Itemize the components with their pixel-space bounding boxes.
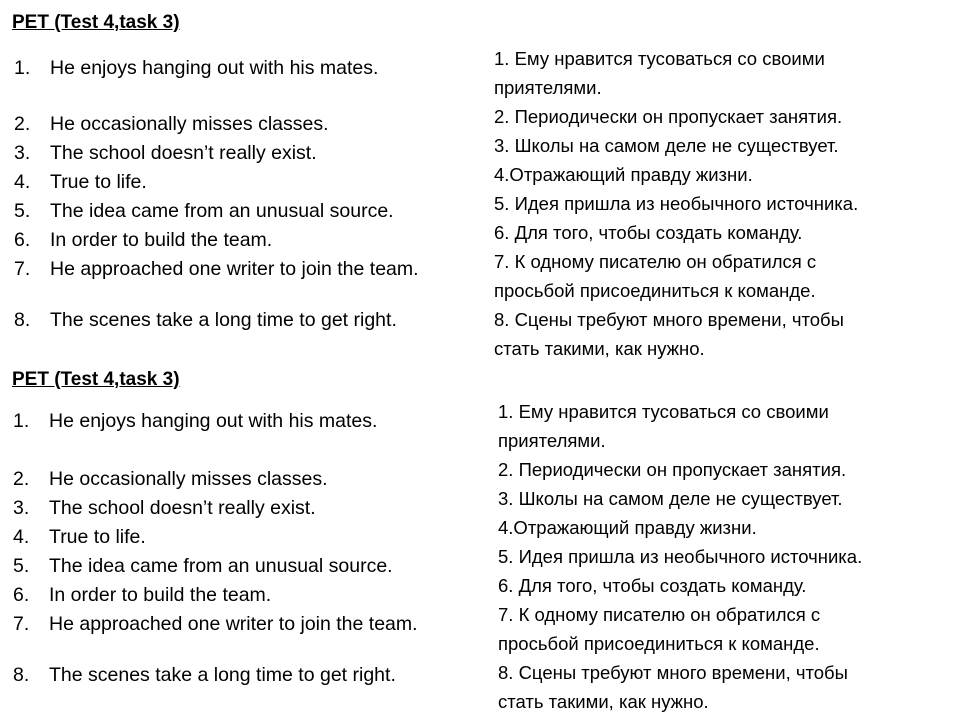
translation-line: 3. Школы на самом деле не существует. bbox=[498, 488, 843, 509]
item-text: The idea came from an unusual source. bbox=[50, 200, 394, 222]
item-number: 8. bbox=[14, 309, 31, 331]
item-text: The school doesn’t really exist. bbox=[49, 497, 316, 519]
translation-line: приятелями. bbox=[494, 77, 602, 98]
task-block-2 bbox=[0, 357, 960, 717]
translation-line: 8. Сцены требуют много времени, чтобы bbox=[498, 662, 848, 683]
block-title: PET (Test 4,task 3) bbox=[12, 12, 180, 33]
item-text: He enjoys hanging out with his mates. bbox=[50, 57, 379, 79]
item-text: The scenes take a long time to get right. bbox=[50, 309, 397, 331]
item-number: 1. bbox=[14, 57, 31, 79]
translation-line: 7. К одному писателю он обратился с bbox=[498, 604, 821, 625]
item-text: In order to build the team. bbox=[49, 584, 272, 606]
translation-line: 3. Школы на самом деле не существует. bbox=[494, 135, 839, 156]
translation-line: 1. Ему нравится тусоваться со своими bbox=[494, 48, 825, 69]
translation-line: 7. К одному писателю он обратился с bbox=[494, 251, 817, 272]
item-number: 7. bbox=[14, 258, 31, 280]
item-text: He enjoys hanging out with his mates. bbox=[49, 410, 378, 432]
translation-line: 4.Отражающий правду жизни. bbox=[498, 517, 757, 538]
translation-line: 6. Для того, чтобы создать команду. bbox=[498, 575, 807, 596]
russian-translation bbox=[498, 397, 862, 716]
item-text: True to life. bbox=[50, 171, 147, 193]
translation-line: просьбой присоединиться к команде. bbox=[494, 280, 816, 301]
translation-line: 6. Для того, чтобы создать команду. bbox=[494, 222, 803, 243]
item-number: 7. bbox=[13, 613, 30, 635]
translation-line: просьбой присоединиться к команде. bbox=[498, 633, 820, 654]
item-text: The scenes take a long time to get right. bbox=[49, 664, 396, 686]
item-text: He approached one writer to join the team. bbox=[49, 613, 418, 635]
item-number: 8. bbox=[13, 664, 30, 686]
item-number: 3. bbox=[13, 497, 30, 519]
item-number: 6. bbox=[13, 584, 30, 606]
item-number: 5. bbox=[13, 555, 30, 577]
item-number: 2. bbox=[13, 468, 30, 490]
item-text: He approached one writer to join the team. bbox=[50, 258, 419, 280]
block-title: PET (Test 4,task 3) bbox=[12, 369, 180, 390]
item-number: 3. bbox=[14, 142, 31, 164]
translation-line: 4.Отражающий правду жизни. bbox=[494, 164, 753, 185]
item-number: 1. bbox=[13, 410, 30, 432]
item-text: The idea came from an unusual source. bbox=[49, 555, 393, 577]
translation-line: 1. Ему нравится тусоваться со своими bbox=[498, 401, 829, 422]
item-number: 4. bbox=[13, 526, 30, 548]
translation-line: 8. Сцены требуют много времени, чтобы bbox=[494, 309, 844, 330]
item-text: He occasionally misses classes. bbox=[50, 113, 329, 135]
item-number: 2. bbox=[14, 113, 31, 135]
translation-line: стать такими, как нужно. bbox=[498, 691, 709, 712]
russian-translation bbox=[494, 44, 858, 363]
translation-line: приятелями. bbox=[498, 430, 606, 451]
item-number: 5. bbox=[14, 200, 31, 222]
translation-line: стать такими, как нужно. bbox=[494, 338, 705, 359]
item-text: In order to build the team. bbox=[50, 229, 273, 251]
item-text: The school doesn’t really exist. bbox=[50, 142, 317, 164]
item-number: 4. bbox=[14, 171, 31, 193]
translation-line: 5. Идея пришла из необычного источника. bbox=[494, 193, 859, 214]
translation-line: 2. Периодически он пропускает занятия. bbox=[494, 106, 843, 127]
item-text: True to life. bbox=[49, 526, 146, 548]
translation-line: 2. Периодически он пропускает занятия. bbox=[498, 459, 847, 480]
item-text: He occasionally misses classes. bbox=[49, 468, 328, 490]
translation-line: 5. Идея пришла из необычного источника. bbox=[498, 546, 863, 567]
item-number: 6. bbox=[14, 229, 31, 251]
